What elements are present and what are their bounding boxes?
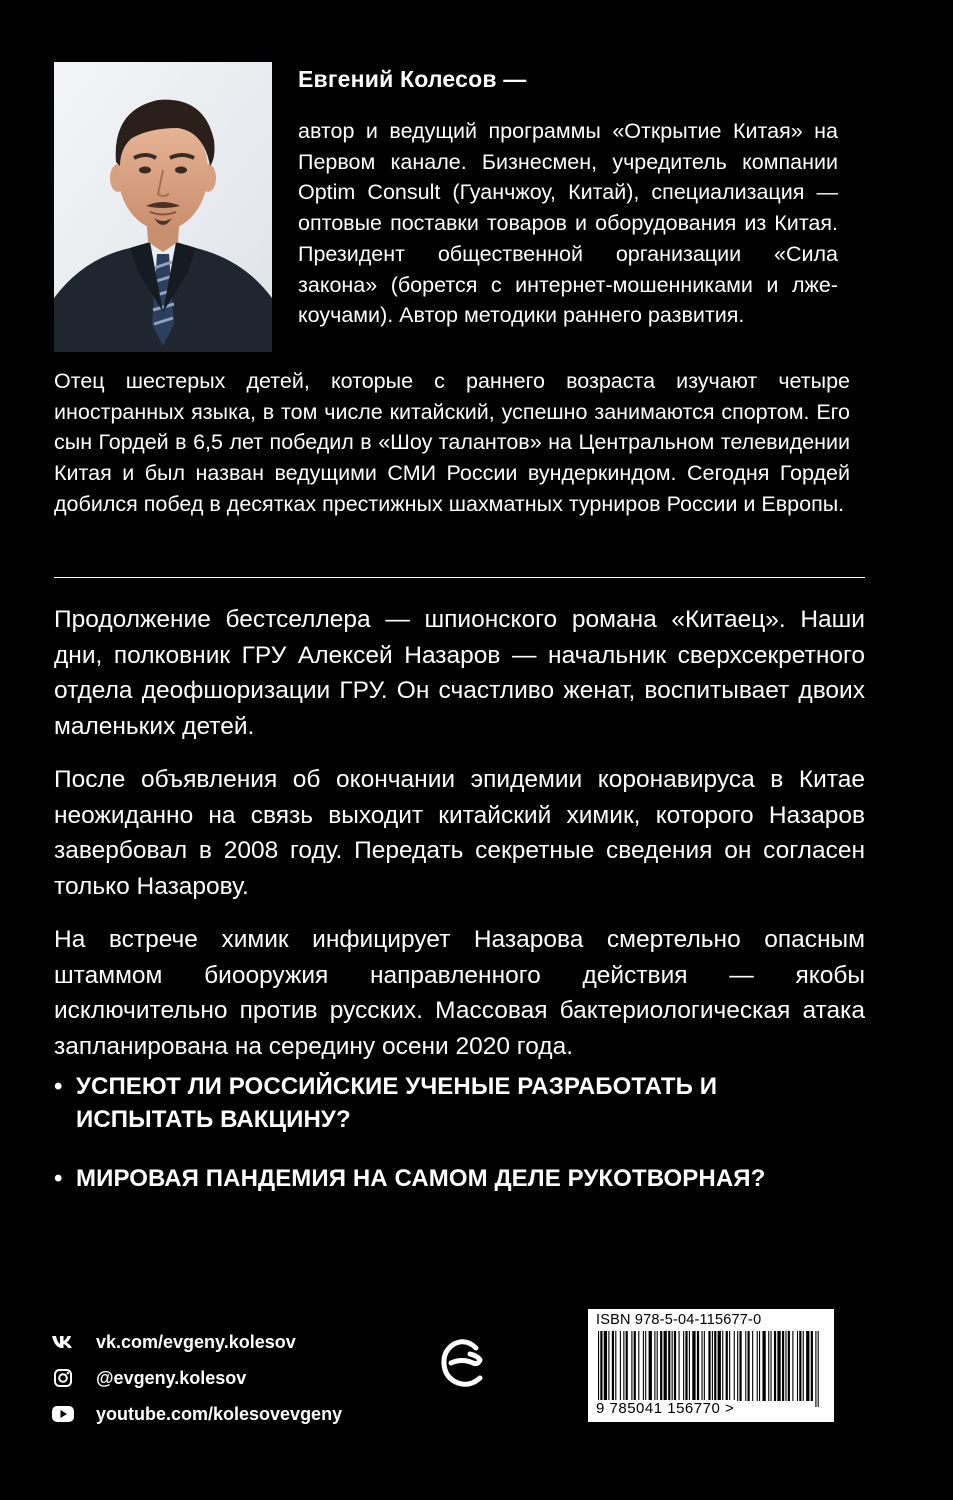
barcode-bar	[704, 1331, 705, 1407]
barcode-bar	[811, 1331, 813, 1401]
barcode-bar	[818, 1331, 819, 1407]
bullet-icon: •	[54, 1073, 63, 1100]
barcode-bar	[734, 1331, 735, 1401]
vk-icon	[50, 1331, 76, 1353]
barcode-bar	[608, 1331, 609, 1401]
barcode-bar	[708, 1331, 710, 1407]
barcode-bar	[634, 1331, 636, 1401]
barcode-bar	[799, 1331, 801, 1401]
instagram-icon	[50, 1367, 76, 1389]
barcode-bar	[757, 1331, 758, 1401]
barcode-bar	[679, 1331, 680, 1401]
barcode-bar	[620, 1331, 621, 1401]
barcode-bar	[712, 1331, 713, 1401]
vk-link-text: vk.com/evgeny.kolesov	[96, 1331, 296, 1352]
barcode-bar	[797, 1331, 798, 1401]
barcode-bar	[729, 1331, 730, 1401]
social-links	[50, 1324, 342, 1432]
barcode-bar	[657, 1331, 658, 1401]
barcode-bar	[792, 1331, 793, 1401]
barcode-bar	[718, 1331, 721, 1401]
social-link-vk[interactable]	[50, 1324, 342, 1360]
section-divider	[54, 577, 865, 578]
youtube-link-text: youtube.com/kolesovevgeny	[96, 1403, 343, 1424]
social-link-youtube[interactable]	[50, 1396, 342, 1432]
eksmo-logo-icon	[440, 1336, 486, 1388]
author-bio-continued: Отец шестерых детей, которые с раннего возраста изучают четыре иностранных языка, в том числе китайский, успешно занимаются спортом. Его сын Гордей в 6,5 лет победил в «Шоу талантов» на Центральном телевидении Китая и был назван ведущими СМИ России вундеркиндом. Сегодня Гордей добился побед в десятках престижных шахматных турниров России и Европы.	[54, 369, 850, 516]
barcode-bar	[674, 1331, 676, 1401]
barcode-bar	[612, 1331, 614, 1401]
barcode-bar	[771, 1331, 772, 1401]
barcode-bar	[739, 1331, 741, 1401]
question-item	[54, 1070, 884, 1136]
isbn-number: ISBN 978-5-04-115677-0	[596, 1312, 762, 1328]
barcode-bar	[745, 1331, 746, 1401]
question-list	[54, 1070, 884, 1221]
barcode-bar	[777, 1331, 780, 1401]
barcode-bar	[768, 1331, 769, 1401]
barcode-bar	[722, 1331, 723, 1401]
author-photo	[54, 62, 272, 352]
question-item	[54, 1162, 884, 1195]
social-link-instagram[interactable]	[50, 1360, 342, 1396]
barcode-bar	[600, 1331, 602, 1407]
bullet-icon: •	[54, 1165, 63, 1192]
barcode-bar	[654, 1331, 655, 1401]
barcode-bar	[782, 1331, 784, 1401]
author-name: Евгений Колесов —	[298, 66, 527, 92]
barcode-bar	[726, 1331, 728, 1401]
barcode-bar	[752, 1331, 753, 1401]
barcode-bar	[702, 1331, 703, 1401]
barcode-bar	[626, 1331, 628, 1401]
barcode-bar	[788, 1331, 790, 1401]
barcode-bar	[645, 1331, 646, 1401]
barcode-bar	[683, 1331, 684, 1401]
author-bio: автор и ведущий программы «Открытие Китая» на Первом канале. Бизнесмен, учредитель компании Optim Consult (Гуанчжоу, Китай), специализация — оптовые поставки товаров и оборудования из Китая. Президент общественной организации «Сила закона» (борется с интернет-мошенниками и лже-коучами). Автор методики раннего развития.	[298, 119, 838, 328]
barcode-bar	[815, 1331, 816, 1407]
barcode-bar	[806, 1331, 809, 1401]
barcode-bar	[803, 1331, 804, 1401]
instagram-link-text: @evgeny.kolesov	[96, 1367, 247, 1388]
barcode-bar	[664, 1331, 667, 1401]
barcode-bar	[714, 1331, 716, 1401]
barcode-bar	[762, 1331, 765, 1401]
barcode-bar	[689, 1331, 690, 1401]
barcode-bar	[697, 1331, 699, 1401]
barcode-bar	[672, 1331, 673, 1401]
barcode-bar	[774, 1331, 776, 1401]
barcode-bar	[660, 1331, 662, 1401]
barcode-bar	[759, 1331, 760, 1401]
barcode-bar	[615, 1331, 616, 1401]
question-text: МИРОВАЯ ПАНДЕМИЯ НА САМОМ ДЕЛЕ РУКОТВОРНАЯ?	[76, 1165, 766, 1192]
barcode-bar	[643, 1331, 644, 1401]
barcode-bar	[631, 1331, 632, 1401]
synopsis-paragraph: После объявления об окончании эпидемии коронавируса в Китае неожиданно на связь выходит китайский химик, которого Назаров завербовал в 2008 году. Передать секретные сведения он согласен только Назарову.	[54, 766, 865, 900]
barcode-bar	[623, 1331, 624, 1401]
barcode-bar	[638, 1331, 639, 1401]
barcode-bar	[692, 1331, 695, 1401]
barcode-bar	[604, 1331, 607, 1401]
barcode-bar	[785, 1331, 786, 1401]
isbn-barcode	[588, 1309, 834, 1422]
barcode-bar	[685, 1331, 687, 1401]
barcode-bar	[748, 1331, 750, 1401]
question-text: УСПЕЮТ ЛИ РОССИЙСКИЕ УЧЕНЫЕ РАЗРАБОТАТЬ И ИСПЫТАТЬ ВАКЦИНУ?	[76, 1073, 718, 1133]
book-synopsis	[54, 602, 865, 1082]
barcode-bar	[649, 1331, 652, 1401]
synopsis-paragraph: Продолжение бестселлера — шпионского романа «Китаец». Наши дни, полковник ГРУ Алексей Назаров — начальник сверхсекретного отдела деофшоризации ГРУ. Он счастливо женат, воспитывает двоих маленьких детей.	[54, 606, 865, 740]
synopsis-paragraph: На встрече химик инфицирует Назарова смертельно опасным штаммом биооружия направленного действия — якобы исключительно против русских. Массовая бактериологическая атака запланирована на середину осени 2020 года.	[54, 926, 865, 1060]
youtube-icon	[50, 1403, 76, 1425]
barcode-bar	[668, 1331, 670, 1401]
barcode-bar	[598, 1331, 599, 1407]
barcode-bar	[737, 1331, 738, 1401]
barcode-digits: 9 785041 156770 >	[596, 1400, 735, 1417]
